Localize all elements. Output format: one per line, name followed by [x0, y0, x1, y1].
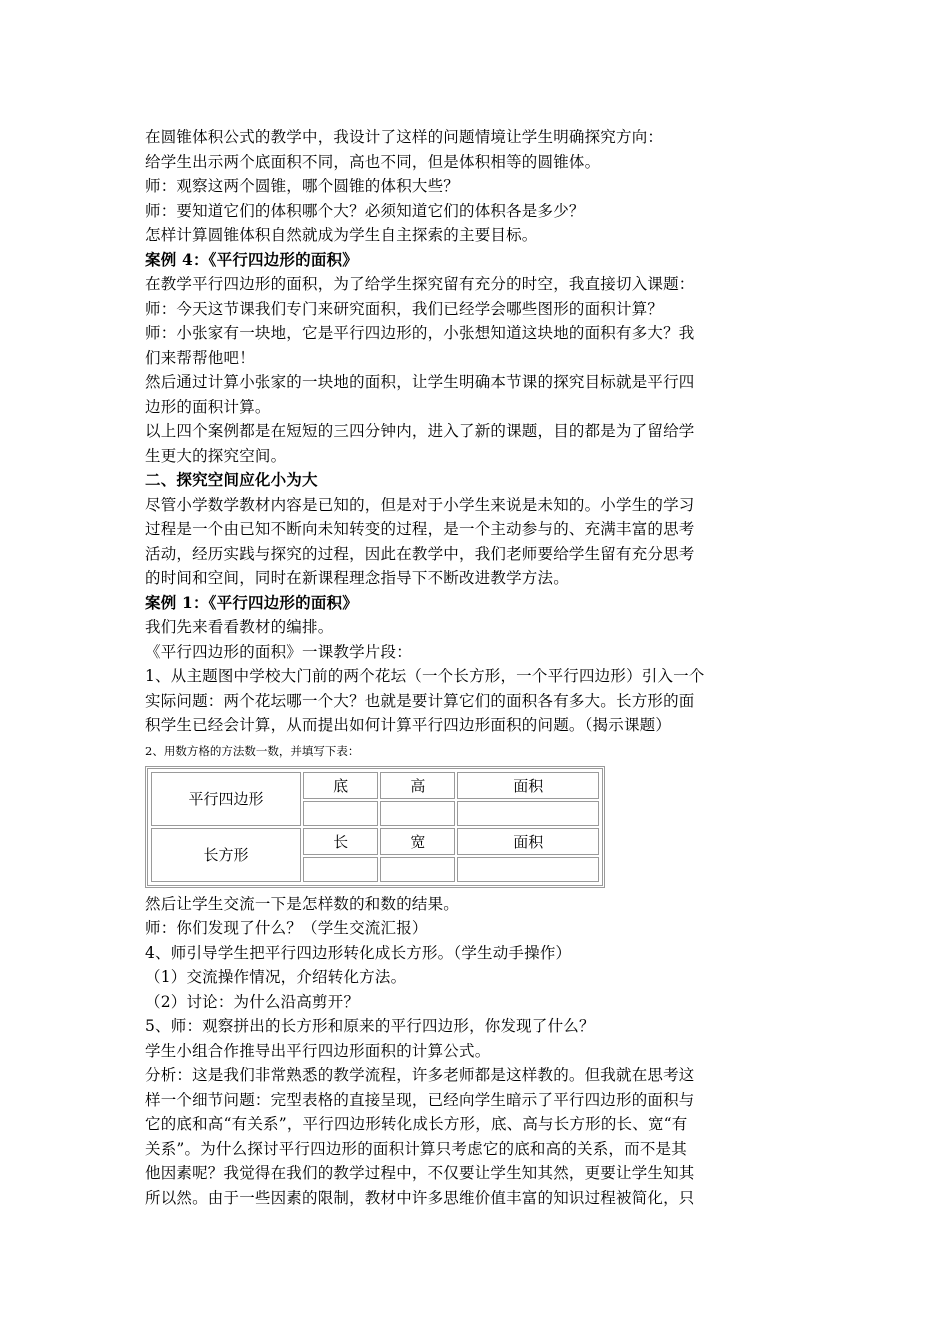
header-base: 底	[303, 772, 378, 799]
text-line: 实际问题：两个花坛哪一个大？也就是要计算它们的面积各有多大。长方形的面	[145, 691, 695, 710]
blank-cell	[457, 857, 599, 882]
header-height: 高	[380, 772, 455, 799]
blank-cell	[303, 857, 378, 882]
text-line: 过程是一个由已知不断向未知转变的过程，是一个主动参与的、充满丰富的思考	[145, 520, 695, 538]
document-page	[145, 125, 805, 1210]
fill-in-table	[145, 766, 605, 888]
area-table	[149, 770, 601, 884]
text-line: 在教学平行四边形的面积，为了给学生探究留有充分的时空，我直接切入课题：	[145, 275, 695, 293]
section-heading: 二、探究空间应化小为大	[145, 470, 318, 489]
text-line: 5、师：观察拼出的长方形和原来的平行四边形，你发现了什么？	[145, 1017, 595, 1035]
blank-cell	[380, 857, 455, 882]
text-block-bottom	[145, 892, 805, 1211]
text-line: 师：你们发现了什么？（学生交流汇报）	[145, 919, 428, 937]
text-line: （2）讨论：为什么沿高剪开？	[145, 992, 360, 1011]
text-line: 所以然。由于一些因素的限制，教材中许多思维价值丰富的知识过程被简化，只	[145, 1188, 695, 1207]
text-block-top	[145, 125, 805, 738]
text-line: 我们先来看看教材的编排。	[145, 618, 334, 636]
row-label-parallelogram: 平行四边形	[151, 772, 301, 826]
text-line: 的时间和空间，同时在新课程理念指导下不断改进教学方法。	[145, 569, 569, 587]
text-line: 在圆锥体积公式的教学中，我设计了这样的问题情境让学生明确探究方向：	[145, 128, 664, 146]
text-line: 他因素呢？我觉得在我们的教学过程中，不仅要让学生知其然，更要让学生知其	[145, 1164, 695, 1182]
header-width: 宽	[380, 828, 455, 855]
blank-cell	[380, 801, 455, 826]
text-line: 《平行四边形的面积》一课教学片段：	[145, 642, 412, 661]
text-line: （1）交流操作情况，介绍转化方法。	[145, 968, 407, 986]
table-row	[151, 772, 599, 799]
header-length: 长	[303, 828, 378, 855]
blank-cell	[457, 801, 599, 826]
text-line: 学生小组合作推导出平行四边形面积的计算公式。	[145, 1041, 491, 1060]
section-heading: 案例 1：《平行四边形的面积》	[145, 592, 358, 612]
text-line: 生更大的探究空间。	[145, 446, 287, 465]
text-line: 怎样计算圆锥体积自然就成为学生自主探索的主要目标。	[145, 226, 538, 244]
text-line: 关系”。为什么探讨平行四边形的面积计算只考虑它的底和高的关系，而不是其	[145, 1139, 687, 1158]
row-label-rectangle: 长方形	[151, 828, 301, 882]
text-line: 尽管小学数学教材内容是已知的，但是对于小学生来说是未知的。小学生的学习	[145, 495, 695, 514]
text-line: 4、师引导学生把平行四边形转化成长方形。（学生动手操作）	[145, 943, 572, 962]
table-instruction: 2、用数方格的方法数一数，并填写下表：	[145, 743, 360, 758]
text-line: 分析：这是我们非常熟悉的教学流程，许多老师都是这样教的。但我就在思考这	[145, 1066, 695, 1084]
text-line: 师：观察这两个圆锥，哪个圆锥的体积大些？	[145, 177, 460, 195]
text-line: 师：小张家有一块地，它是平行四边形的，小张想知道这块地的面积有多大？我	[145, 324, 695, 342]
header-area: 面积	[457, 772, 599, 799]
text-line: 积学生已经会计算，从而提出如何计算平行四边形面积的问题。（揭示课题）	[145, 716, 672, 734]
text-line: 样一个细节问题：完型表格的直接呈现，已经向学生暗示了平行四边形的面积与	[145, 1090, 695, 1109]
blank-cell	[303, 801, 378, 826]
table-row	[151, 828, 599, 855]
header-area: 面积	[457, 828, 599, 855]
text-line: 然后让学生交流一下是怎样数的和数的结果。	[145, 894, 460, 913]
text-line: 边形的面积计算。	[145, 397, 271, 416]
text-line: 1、从主题图中学校大门前的两个花坛（一个长方形，一个平行四边形）引入一个	[145, 667, 705, 685]
section-heading: 案例 4：《平行四边形的面积》	[145, 249, 358, 269]
text-line: 们来帮帮他吧！	[145, 348, 255, 367]
text-line: 以上四个案例都是在短短的三四分钟内，进入了新的课题，目的都是为了留给学	[145, 422, 695, 440]
text-line: 它的底和高“有关系”，平行四边形转化成长方形，底、高与长方形的长、宽“有	[145, 1115, 688, 1133]
text-line: 给学生出示两个底面积不同，高也不同，但是体积相等的圆锥体。	[145, 152, 601, 171]
text-line: 活动，经历实践与探究的过程，因此在教学中，我们老师要给学生留有充分思考	[145, 544, 695, 563]
text-line: 然后通过计算小张家的一块地的面积，让学生明确本节课的探究目标就是平行四	[145, 373, 695, 391]
text-line: 师：今天这节课我们专门来研究面积，我们已经学会哪些图形的面积计算？	[145, 299, 664, 318]
text-line: 师：要知道它们的体积哪个大？必须知道它们的体积各是多少？	[145, 201, 585, 220]
